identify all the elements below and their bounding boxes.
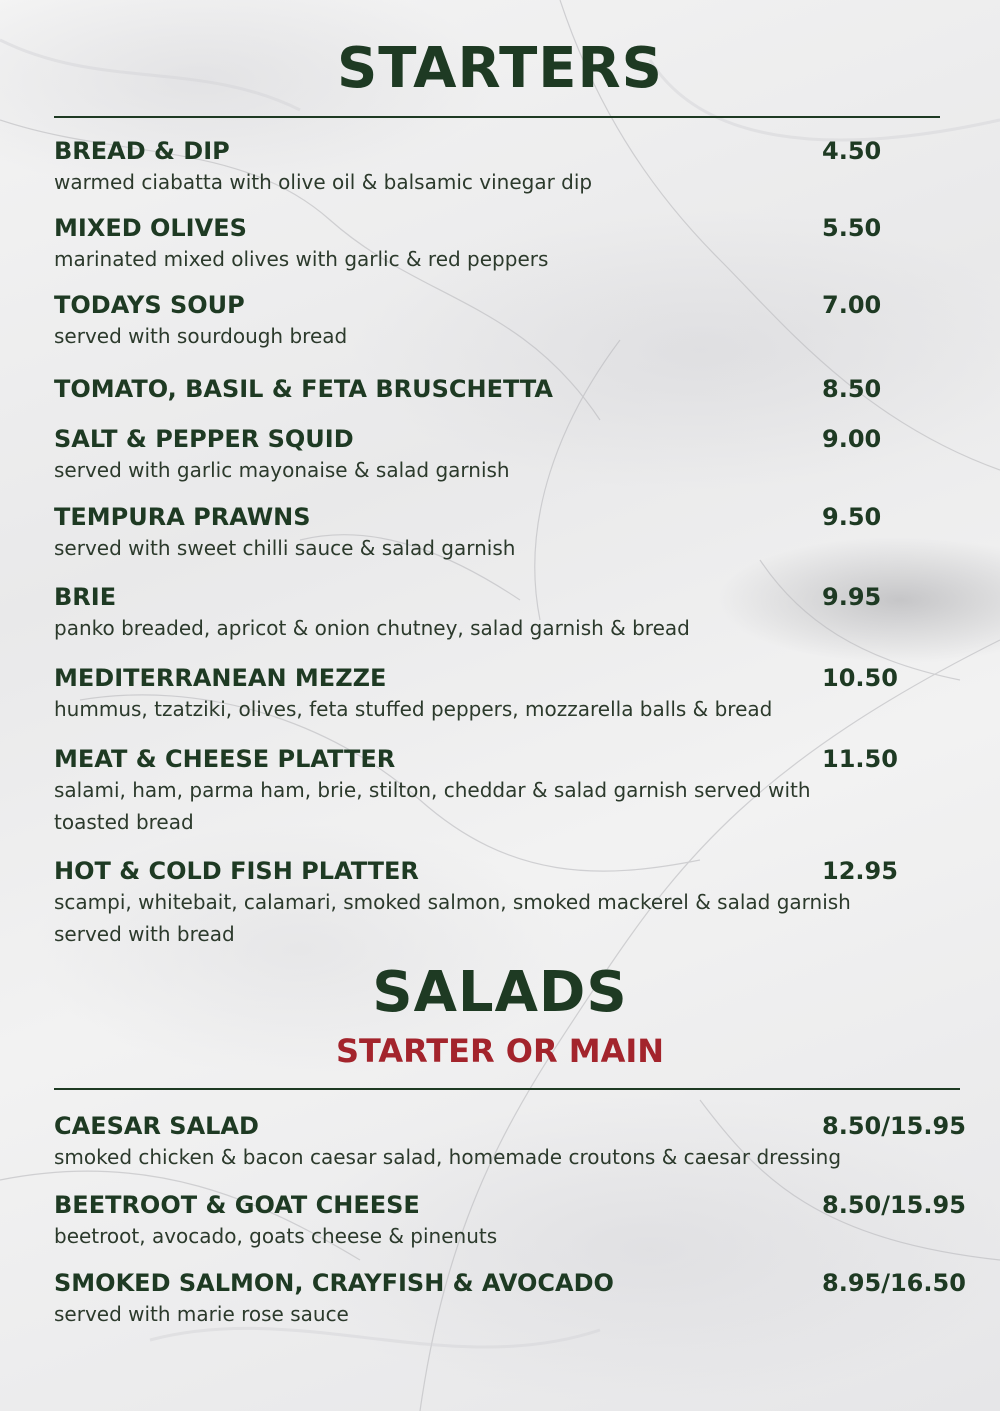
starters-title: STARTERS	[336, 36, 664, 101]
item-price: 8.50/15.95	[822, 1191, 966, 1219]
item-name: TODAYS SOUP	[54, 291, 245, 319]
item-price: 9.00	[822, 425, 882, 453]
item-name: SMOKED SALMON, CRAYFISH & AVOCADO	[54, 1269, 614, 1297]
item-price: 9.95	[822, 583, 882, 611]
item-description: hummus, tzatziki, olives, feta stuffed peppers, mozzarella balls & bread	[54, 697, 773, 721]
salads-title: SALADS	[372, 960, 628, 1025]
item-name: CAESAR SALAD	[54, 1112, 259, 1140]
item-name: SALT & PEPPER SQUID	[54, 425, 354, 453]
item-description: warmed ciabatta with olive oil & balsamic vinegar dip	[54, 170, 593, 194]
item-price: 9.50	[822, 503, 882, 531]
salads-divider	[54, 1088, 960, 1090]
item-description: beetroot, avocado, goats cheese & pinenuts	[54, 1224, 498, 1248]
item-name: BREAD & DIP	[54, 137, 230, 165]
item-price: 7.00	[822, 291, 882, 319]
item-price: 8.95/16.50	[822, 1269, 966, 1297]
menu-item	[54, 136, 964, 198]
menu-item	[54, 213, 964, 275]
item-description: salami, ham, parma ham, brie, stilton, cheddar & salad garnish served with toasted bread	[54, 778, 811, 834]
menu-item	[54, 663, 964, 725]
menu-item	[54, 1190, 964, 1252]
item-description: scampi, whitebait, calamari, smoked salmon, smoked mackerel & salad garnish served with bread	[54, 890, 851, 946]
menu-item	[54, 502, 964, 564]
starters-divider	[54, 116, 940, 118]
item-description: marinated mixed olives with garlic & red peppers	[54, 247, 549, 271]
menu-item	[54, 1111, 964, 1173]
item-price: 11.50	[822, 745, 898, 773]
item-name: HOT & COLD FISH PLATTER	[54, 857, 419, 885]
item-price: 4.50	[822, 137, 882, 165]
salads-subtitle: STARTER OR MAIN	[335, 1032, 665, 1070]
menu-item	[54, 1268, 964, 1330]
menu-item	[54, 744, 964, 838]
item-name: TOMATO, BASIL & FETA BRUSCHETTA	[54, 375, 553, 403]
item-description: served with garlic mayonaise & salad garnish	[54, 458, 510, 482]
item-price: 8.50	[822, 375, 882, 403]
item-description: served with marie rose sauce	[54, 1302, 349, 1326]
item-name: MIXED OLIVES	[54, 214, 247, 242]
item-description: smoked chicken & bacon caesar salad, homemade croutons & caesar dressing	[54, 1145, 842, 1169]
item-name: BRIE	[54, 583, 117, 611]
menu-item	[54, 374, 964, 404]
item-description: served with sourdough bread	[54, 324, 348, 348]
item-name: TEMPURA PRAWNS	[54, 503, 311, 531]
item-price: 12.95	[822, 857, 898, 885]
menu-item	[54, 582, 964, 644]
item-price: 8.50/15.95	[822, 1112, 966, 1140]
item-name: MEAT & CHEESE PLATTER	[54, 745, 396, 773]
menu-item	[54, 290, 964, 352]
item-description: panko breaded, apricot & onion chutney, salad garnish & bread	[54, 616, 690, 640]
item-name: BEETROOT & GOAT CHEESE	[54, 1191, 420, 1219]
item-name: MEDITERRANEAN MEZZE	[54, 664, 387, 692]
menu-item	[54, 424, 964, 486]
item-price: 10.50	[822, 664, 898, 692]
item-price: 5.50	[822, 214, 882, 242]
menu-item	[54, 856, 964, 950]
item-description: served with sweet chilli sauce & salad garnish	[54, 536, 516, 560]
